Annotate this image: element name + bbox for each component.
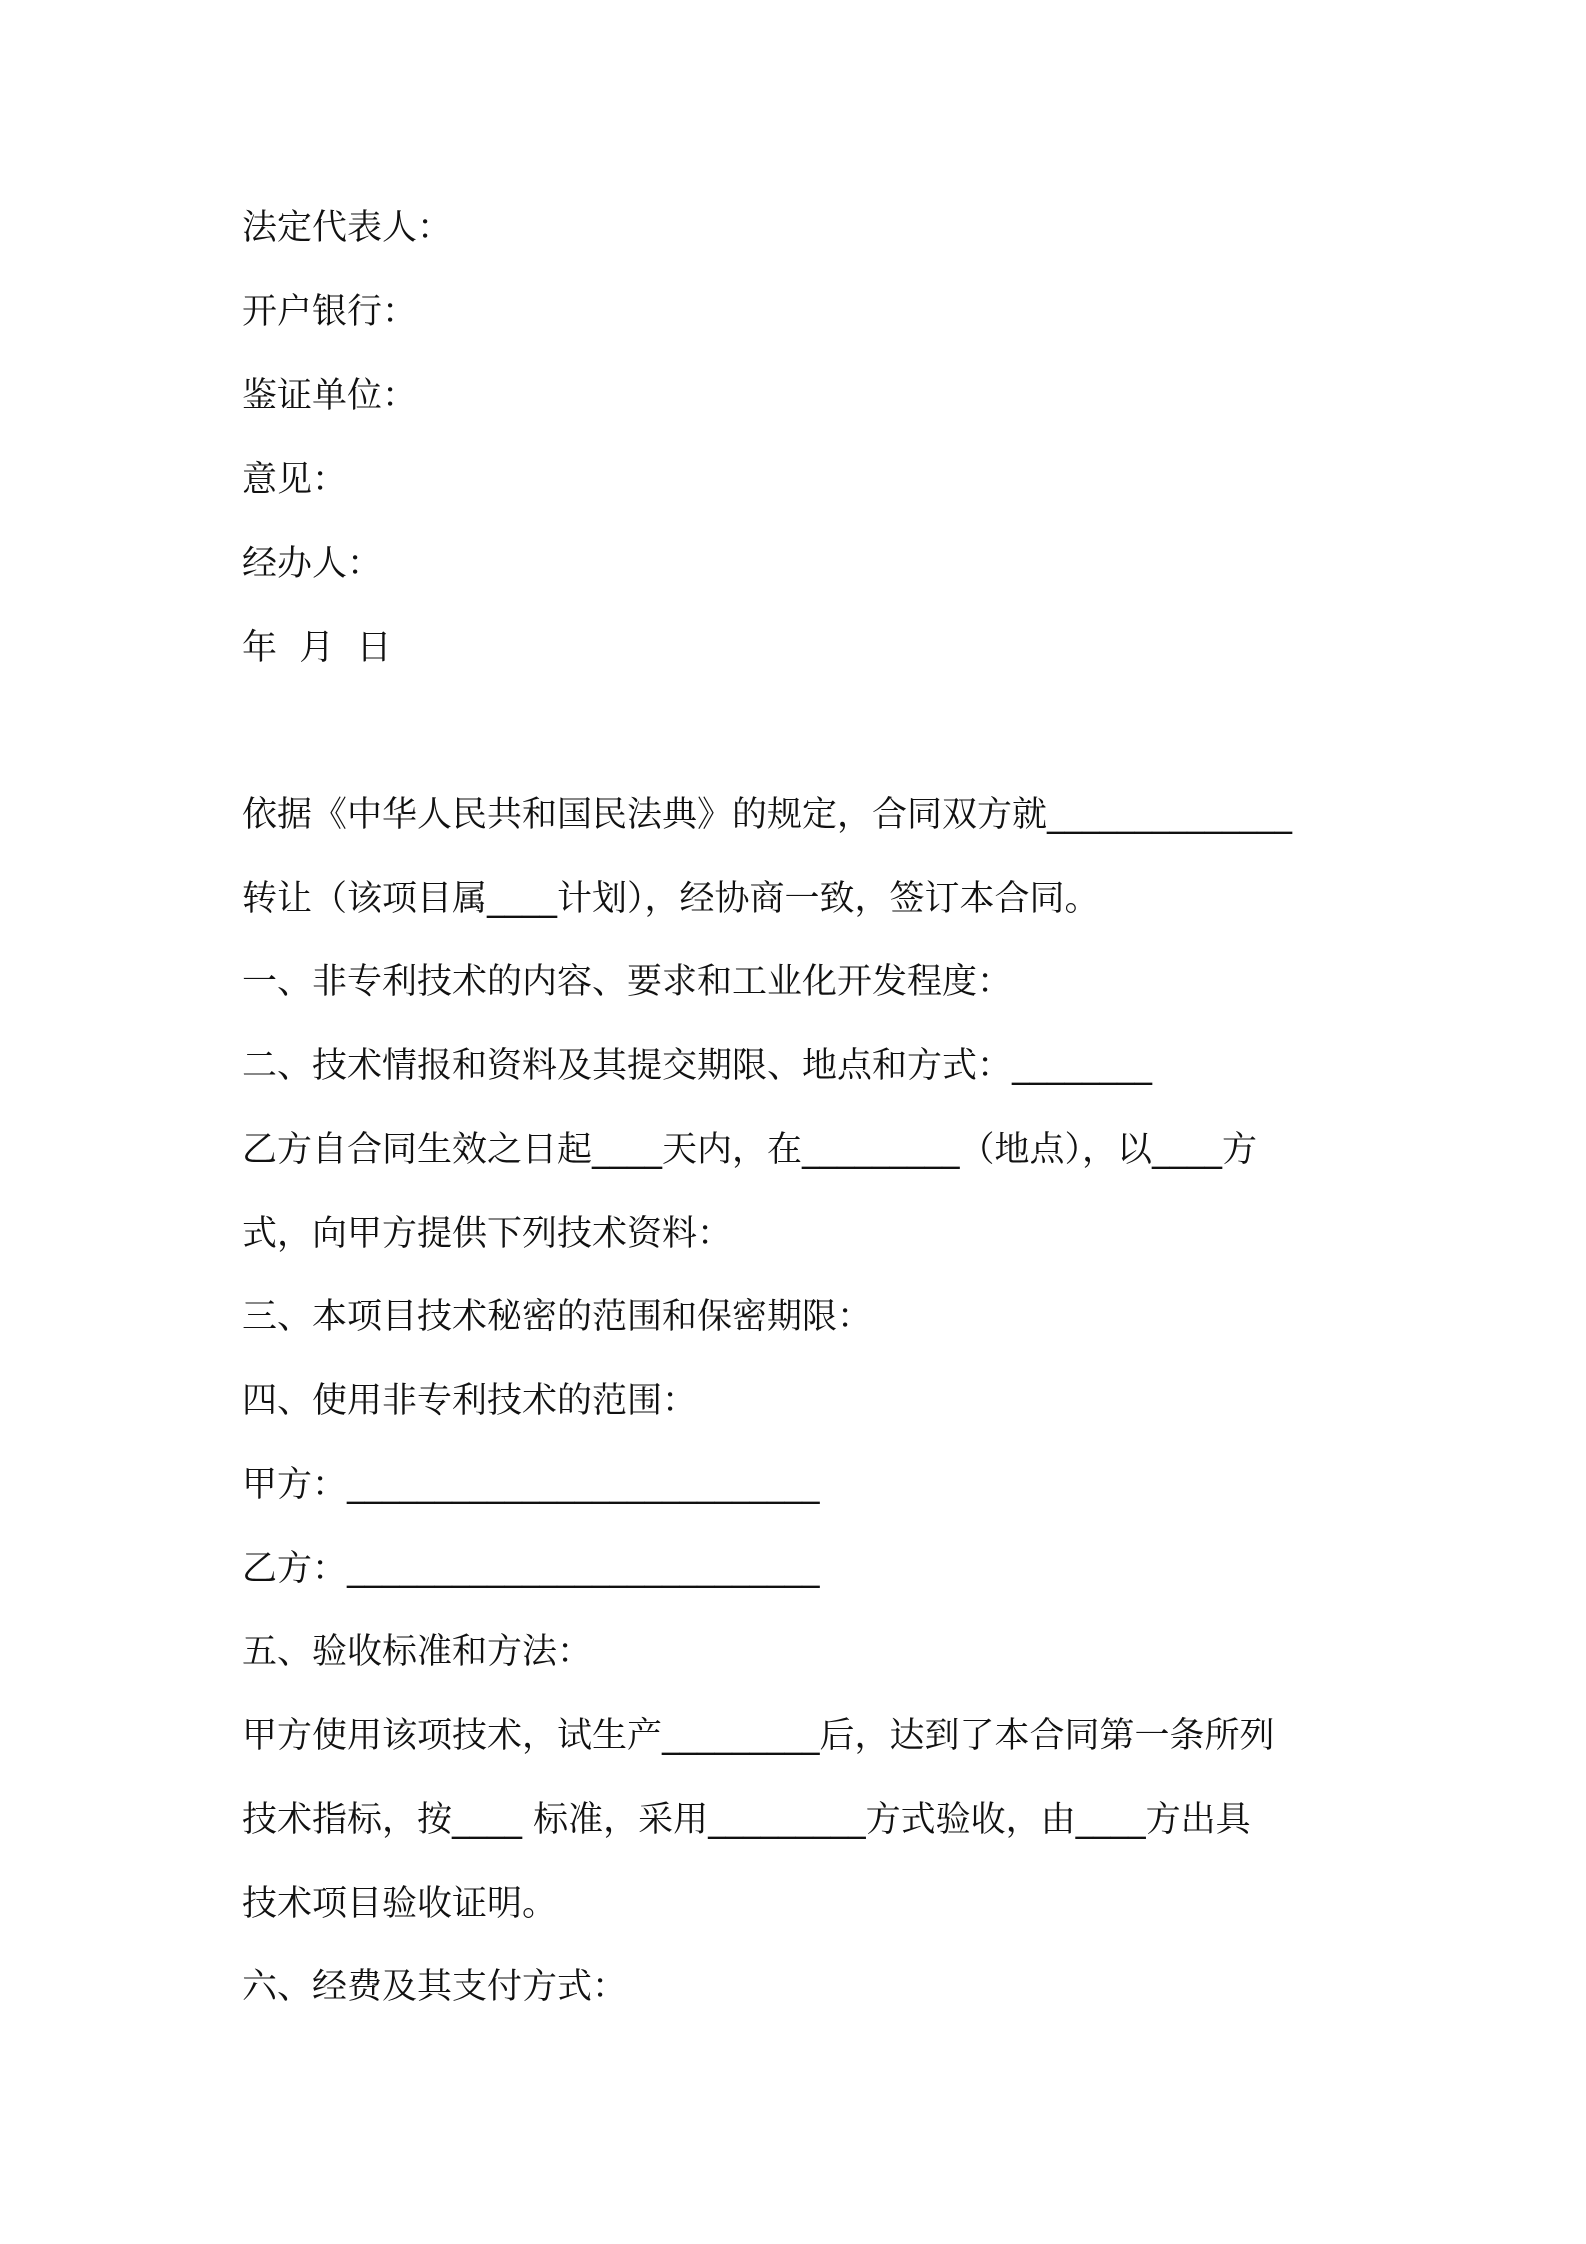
party-b-line: 乙方：___________________________ bbox=[242, 1549, 820, 1589]
intro-paragraph-line-2: 转让（该项目属____计划），经协商一致，签订本合同。 bbox=[242, 879, 1100, 919]
section-3-heading: 三、本项目技术秘密的范围和保密期限： bbox=[242, 1297, 873, 1337]
section-5-heading: 五、验收标准和方法： bbox=[242, 1632, 593, 1672]
bank-label: 开户银行： bbox=[242, 292, 418, 332]
section-2-paragraph-line-2: 式，向甲方提供下列技术资料： bbox=[242, 1214, 733, 1254]
party-a-line: 甲方：___________________________ bbox=[242, 1465, 820, 1505]
opinion-label: 意见： bbox=[242, 460, 348, 500]
section-5-paragraph-line-2: 技术指标，按____ 标准，采用_________方式验收，由____方出具 bbox=[242, 1800, 1251, 1840]
date-line: 年 月 日 bbox=[242, 628, 392, 668]
section-5-paragraph-line-3: 技术项目验收证明。 bbox=[242, 1884, 558, 1924]
section-2-paragraph-line-1: 乙方自合同生效之日起____天内，在_________（地点），以____方 bbox=[242, 1130, 1258, 1170]
section-5-paragraph-line-1: 甲方使用该项技术，试生产_________后，达到了本合同第一条所列 bbox=[242, 1716, 1275, 1756]
section-1-heading: 一、非专利技术的内容、要求和工业化开发程度： bbox=[242, 962, 1013, 1002]
section-4-heading: 四、使用非专利技术的范围： bbox=[242, 1381, 698, 1421]
section-2-heading: 二、技术情报和资料及其提交期限、地点和方式：________ bbox=[242, 1046, 1153, 1086]
intro-paragraph-line-1: 依据《中华人民共和国民法典》的规定，合同双方就______________ bbox=[242, 795, 1293, 835]
section-6-heading: 六、经费及其支付方式： bbox=[242, 1967, 628, 2007]
legal-representative-label: 法定代表人： bbox=[242, 208, 453, 248]
handler-label: 经办人： bbox=[242, 544, 383, 584]
verification-unit-label: 鉴证单位： bbox=[242, 376, 418, 416]
